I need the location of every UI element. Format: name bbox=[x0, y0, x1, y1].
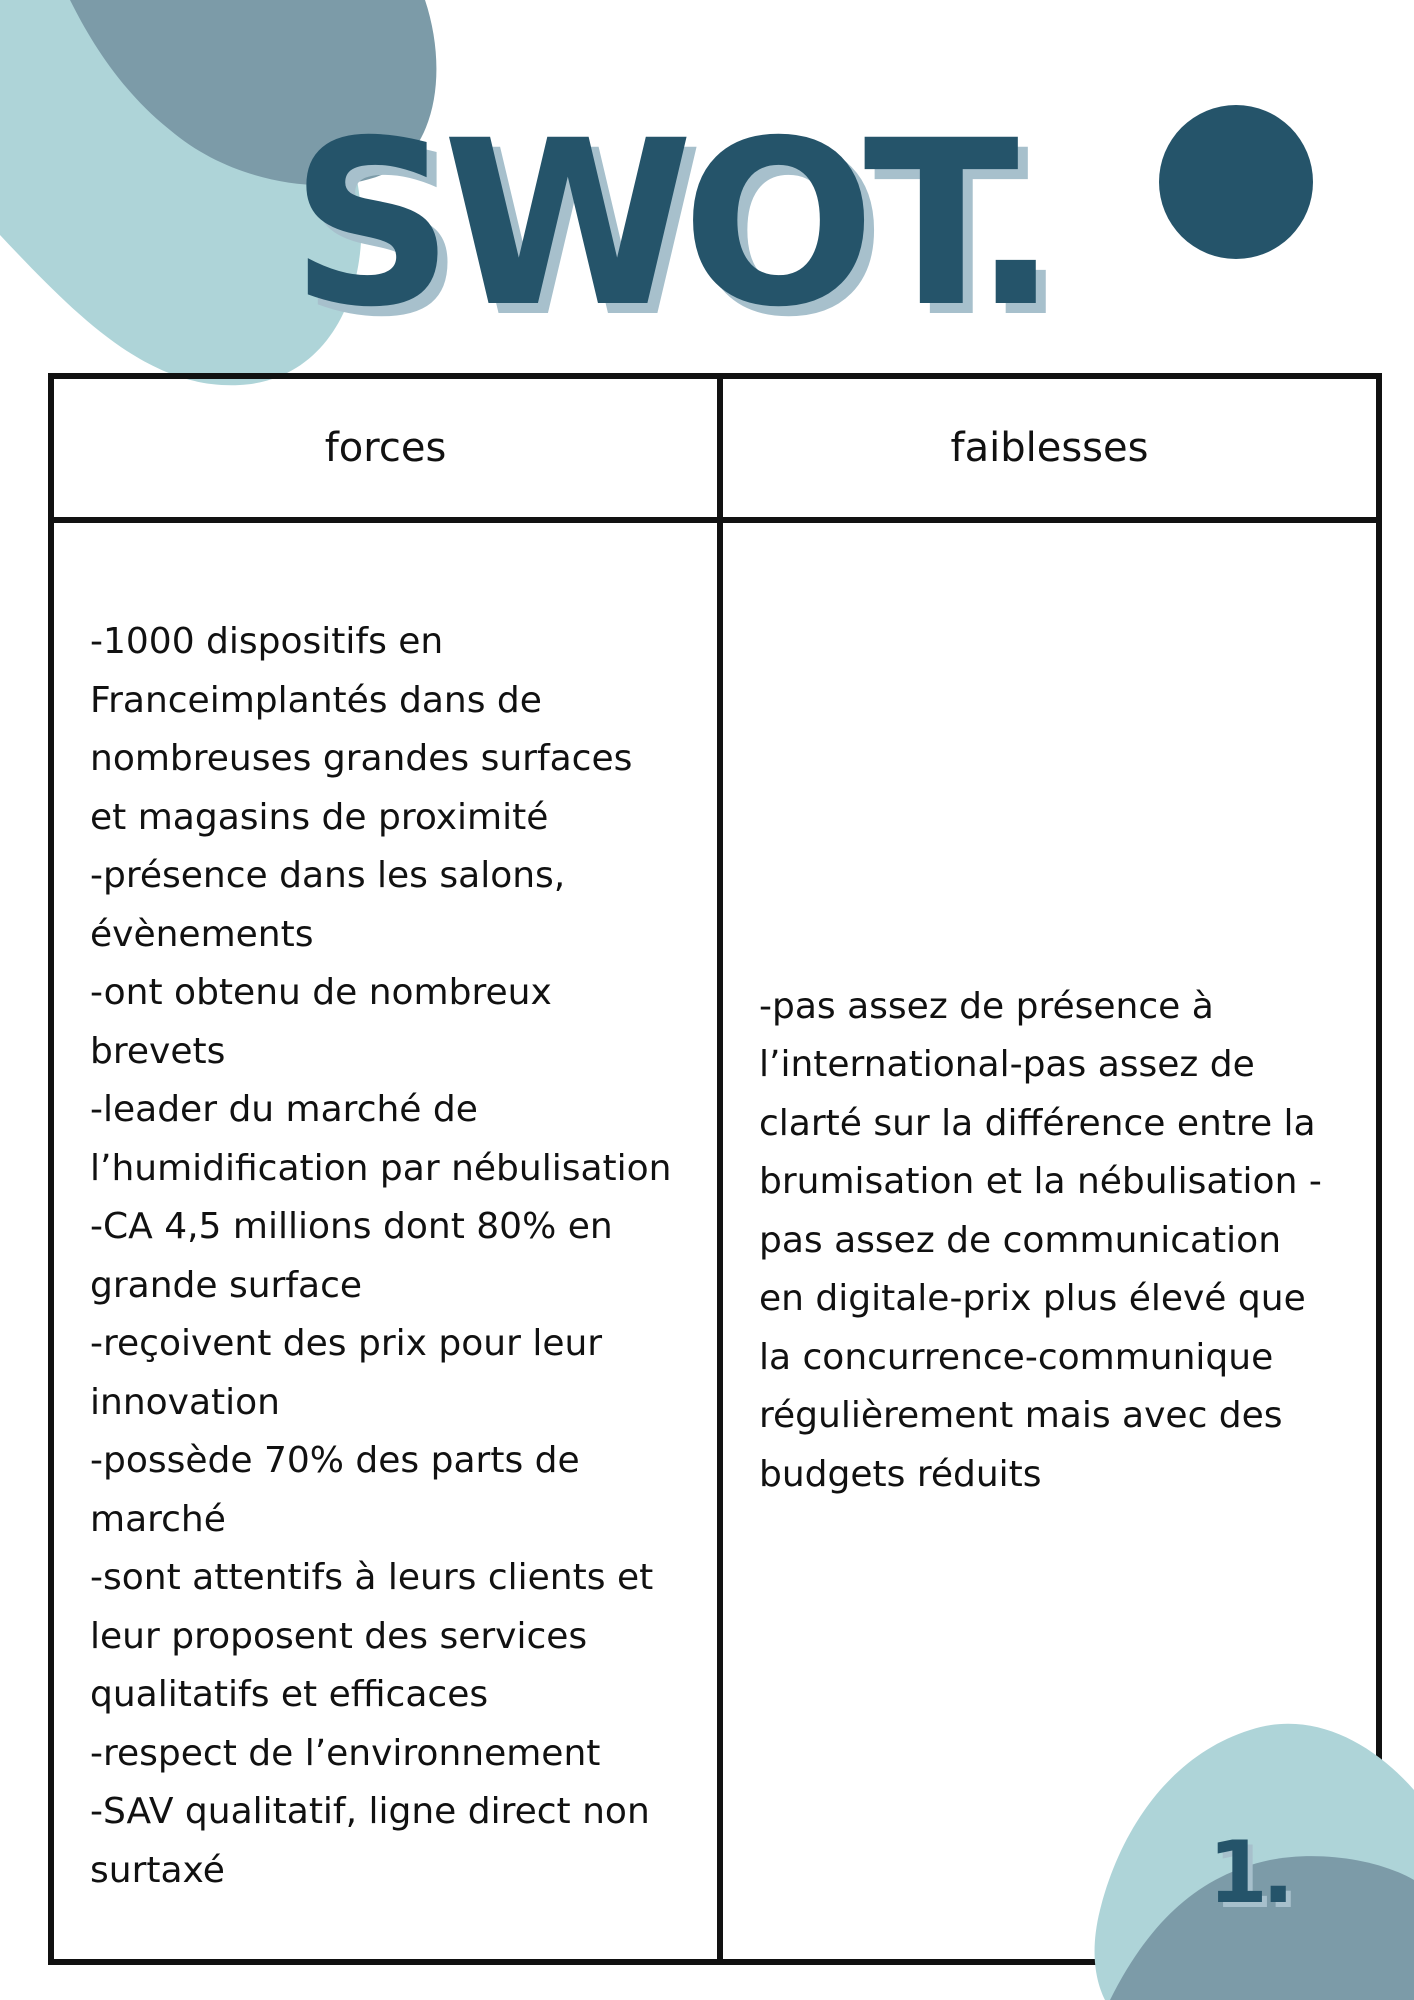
forces-cell bbox=[54, 523, 723, 1959]
dark-circle-decoration bbox=[1159, 105, 1313, 259]
header-faiblesses: faiblesses bbox=[723, 379, 1376, 523]
header-forces: forces bbox=[54, 379, 723, 523]
faiblesses-text: -pas assez de présence à l’international-pas assez de clarté sur la différence entre la brumisation et la nébulisation - pas assez de communication en digitale-prix plus élevé que la concurrence-communique régulièrement mais avec des budgets réduits bbox=[759, 985, 1322, 1495]
page-number: 1. bbox=[1208, 1823, 1289, 1923]
forces-text: -1000 dispositifs en Franceimplantés dans de nombreuses grandes surfaces et magasins de proximité -présence dans les salons, évènements -ont obtenu de nombreux brevets -leader du marché de l’humidification par nébulisation -CA 4,5 millions dont 80% en grande surface -reçoivent des prix pour leur innovation -possède 70% des parts de marché -sont attentifs à leurs clients et leur proposent des services qualitatifs et efficaces -respect de l’environnement -SAV qualitatif, ligne direct non surtaxé bbox=[90, 621, 672, 1891]
page-title: SWOT. bbox=[290, 91, 1048, 357]
